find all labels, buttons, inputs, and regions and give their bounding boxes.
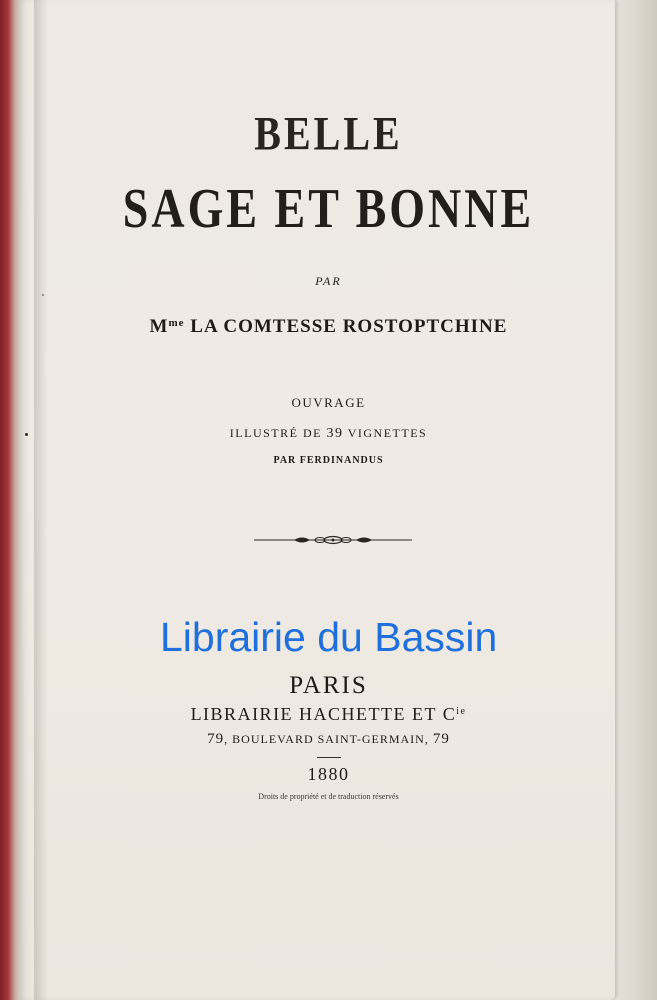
- publisher-sup: ie: [456, 706, 467, 717]
- publisher-name: LIBRAIRIE HACHETTE ET C: [190, 704, 457, 724]
- by-label: PAR: [315, 274, 342, 288]
- author-name: LA COMTESSE ROSTOPTCHINE: [184, 316, 508, 337]
- work-label: OUVRAGE: [291, 395, 366, 410]
- publication-year: 1880: [307, 764, 350, 784]
- author-prefix: M: [149, 316, 169, 337]
- address-number-1: 79: [207, 731, 225, 747]
- book-title-line-2: SAGE ET BONNE: [122, 177, 535, 240]
- paper-spot: [42, 294, 44, 296]
- author-line: [0, 316, 657, 338]
- publisher-address: [0, 731, 657, 748]
- ornamental-divider-icon: [254, 533, 412, 547]
- book-title-line-1: BELLE: [254, 107, 403, 161]
- illustration-after: VIGNETTES: [343, 426, 428, 440]
- illustrator-line: PAR FERDINANDUS: [273, 455, 384, 466]
- author-prefix-sup: me: [168, 317, 185, 329]
- address-street: , BOULEVARD SAINT-GERMAIN,: [224, 732, 433, 746]
- rights-notice: Droits de propriété et de traduction réservés: [258, 792, 399, 801]
- bookseller-watermark: Librairie du Bassin: [160, 614, 498, 660]
- illustration-before: ILLUSTRÉ DE: [229, 426, 327, 440]
- illustration-line: [0, 426, 657, 442]
- address-number-2: 79: [432, 731, 450, 747]
- publication-city: PARIS: [289, 672, 368, 699]
- short-rule: [317, 757, 341, 758]
- vignette-count: 39: [326, 426, 344, 441]
- publisher-line: [0, 704, 657, 725]
